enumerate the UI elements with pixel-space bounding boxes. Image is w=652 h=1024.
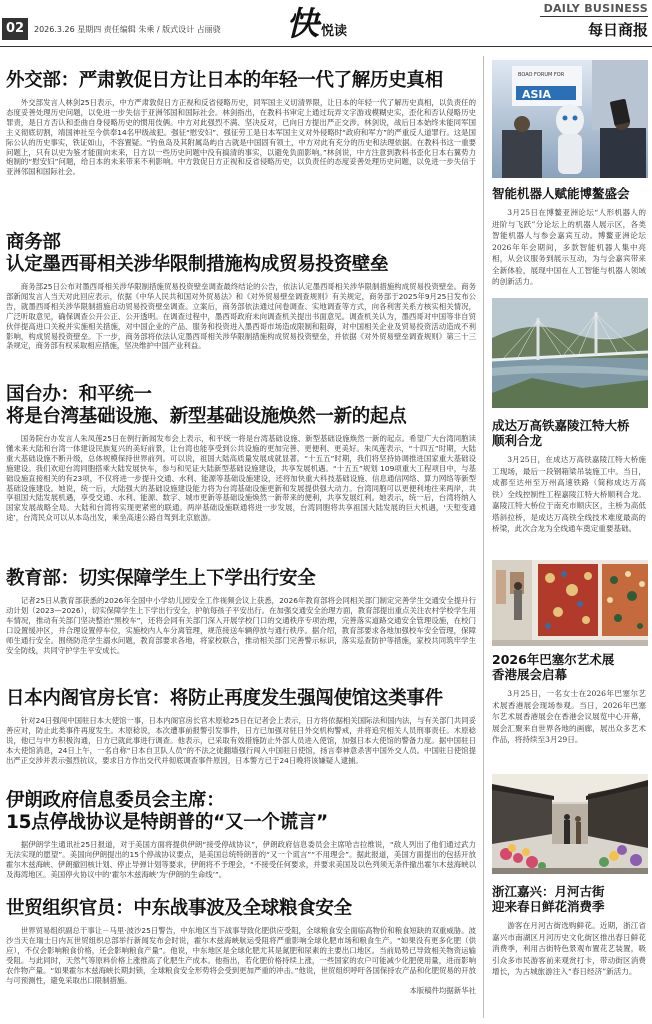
article-iran-ceasefire <box>6 790 476 880</box>
article-wto-food-security <box>6 898 476 996</box>
page-number: 02 <box>2 18 28 40</box>
article-foreign-ministry <box>6 70 476 177</box>
section-title-small: 悦读 <box>321 24 348 39</box>
sidebar-headline-line-1: 浙江嘉兴：月河古街 <box>492 884 605 899</box>
article-body: 据伊朗学生通讯社25日报道，对于美国方面将提供伊朗“接受停战协议”，伊朗政府信息委员会主席哈吉拉维说，“敌人列出了他们通过武力无法实现的愿望”。美国向伊朗提出的15个停战协议要点，是美国总统特朗普的“又一个谎言”“不用理会”。据此报道，美国方面提出的包括开放霍尔木兹海峡、伊朗撤回核计划、停止导弹计划等要求，伊朗将不予理会，“不接受任何要求，并要求美国及以色列须无条件撤出霍尔木兹海峡以及海湾地区。美国停火协议中的‘霍尔木兹海峡’为‘伊朗的生命线’”。 <box>6 840 476 879</box>
article-education-ministry <box>6 568 476 655</box>
section-title-big: 快 <box>286 4 319 43</box>
article-body: 外交部发言人林剑25日表示，中方严肃敦促日方正视和反省侵略历史，同军国主义切清界限，让日本的年轻一代了解历史真相，以负责任的态度妥善处理历史问题，以免进一步失信于亚洲邻国和国际社会。林剑指出，在教科书审定上通过玩弄文字游戏模糊史实，歪化和否认侵略历史罪责，是日方否认和歪曲自身侵略历史的惯用伎俩。中方对此强烈不满、坚决反对，已向日方提出严正交涉。林剑说，战后日本始终未能同军国主义彻底切割，靖国神社至今供奉14名甲级战犯。强征“慰安妇”、强征劳工是日本军国主义对外侵略时“政府和军方”的严重反人道罪行。这是国际公认的历史事实，铁证如山，不容置疑。“钓鱼岛及其附属岛屿自古就是中国固有领土，中方对此有充分的历史和法理依据。在教科书这一重要问题上，只有以史为鉴才能面向未来，日方以一些历史问题中没有搞清的事实，以避免负面影响。”林剑说，中方注意到教科书歪化日本右翼势力炮制的“慰安妇”问题，给日本的未来带来不利影响。中方敦促日方正视和反省侵略历史，以负责任的态度妥善处理历史问题，以免进一步失信于亚洲邻国和国际社会。 <box>6 98 476 177</box>
article-headline-line-2: 将是台湾基础设施、新型基础设施焕然一新的起点 <box>6 406 407 427</box>
sidebar-body: 3月25日在博鳌亚洲论坛“人形机器人的进阶与飞跃”分论坛上的机器人展示区，各类智能机器人与参会嘉宾互动。博鳌亚洲论坛2026年年会期间，多款智能机器人集中亮相，从会议服务到展示互动，为与会嘉宾带来全新体验，展现中国在人工智能与机器人领域的创新活力。 <box>492 208 646 286</box>
article-credit: 本版稿件均据新华社 <box>409 986 476 996</box>
article-body: 记者25日从教育部获悉的2026年全国中小学幼儿园安全工作视频会议上获悉，2026年教育部将会同相关部门制定完善学生交通安全提升行动计划（2023—2026），切实保障学生上下学出行安全，护航每孩子平安出行。在加强交通安全治理方面，教育部提出重点关注农村学校学生用车情况，推动有关部门坚决整治“黑校车”，还将会同有关部门深入开展学校门口的交通秩序专项治理，完善落实道路交通安全管理设施，在校门口设置缓冲区，并合理设置停车位，实施校内人车分离管理，规范接送车辆停放与通行秩序。据介绍，教育部要求各地加强校车安全管理，保障师生通行安全。围绕防范学生溺水问题，教育部要求各地，将家校联合，推动相关部门完善警示标识，落实巡查防护等措施，家校共同筑牢学生安全防线，共同守护学生平安成长。 <box>6 596 476 655</box>
issue-meta: 2026.3.26 星期四 责任编辑 朱乘 / 版式设计 占丽骁 <box>34 25 221 34</box>
sidebar-story-bridge <box>492 418 646 535</box>
article-headline: 教育部：切实保障学生上下学出行安全 <box>6 568 316 589</box>
page-header <box>0 0 652 47</box>
article-headline-line-1: 伊朗政府信息委员会主席： <box>6 790 225 811</box>
article-body: 商务部25日公布对墨西哥相关涉华限制措施贸易投资壁垒调查最终结论的公告，依法认定墨西哥相关涉华限制措施构成贸易投资壁垒。商务部新闻发言人当天对此回应表示，依据《中华人民共和国对外贸易法》和《对外贸易壁垒调查规则》有关规定，商务部于2025年9月25日发布公告，就墨西哥相关涉华限制措施启动贸易投资壁垒调查。立案后，商务部依法通过问卷调查、实地调查等方式，向各利害关系方核实相关情况，广泛听取意见，确保调查公开公正、公开透明。在调查过程中，墨西哥政府未向调查机关提出书面意见。调查机关认为，墨西哥对中国等非自贸伙伴提高进口关税并实施相关措施，对中国企业的产品、服务和投资进入墨西哥市场造成限制和阻碍，对中国相关企业及贸易投资活动造成不利影响，构成贸易投资壁垒。下一步，商务部将依法认定墨西哥相关涉华限制措施构成贸易投资壁垒，并依据《对外贸易壁垒调查规则》第三十三条规定，商务部有权采取相应措施，坚决维护中国产业利益。 <box>6 282 476 351</box>
paper-name-cn: 每日商报 <box>587 21 648 39</box>
article-body: 国务院台办发言人朱凤莲25日在例行新闻发布会上表示，和平统一将是台湾基础设施、新型基础设施焕然一新的起点。希望广大台湾同胞读懂未来大陆和台湾一体建设民族复兴的美好前景，让台湾也能享受到公共设施的更加完善、更便利、更美好。朱凤莲表示，“十四五”时期，大陆重大基础设施不断升级，总体规模保持世界前列。可以说，祖国大陆高质量发展成就显著。“十五五”时期，我们将坚持协调推进国家重大基础设施建设。我们欢迎台湾同胞搭乘大陆发展快车，参与和见证大陆新型基础设施建设，共享发展机遇。“十五五”规划 109项重大工程项目中，与基础设施直接相关的有23项，不仅将进一步提升交通、水利、能源等基础设施建设，还将加快重大科技基础设施、信息通信网络、算力网络等新型基础设施建设。她说，统一后，大陆强大的基础设施建设能力将为台湾基础设施更新和发展提供强大动力。台湾同胞可以更便利地往来两岸，共享祖国大陆发展机遇，享受交通、水利、能源、数字、城市更新等基础设施焕然一新带来的便利，共享发展红利。她表示，统一后，台湾将纳入国家发展战略全局。大陆和台湾将实现更紧密的联通。两岸基础设施联通将进一步发展，台湾同胞将共享祖国大陆发展的巨大机遇，‘天堑变通途’，台湾民众可以从本岛出发，乘坐高速公路自驾到北京旅游。 <box>6 434 476 523</box>
photo-bridge <box>492 298 648 408</box>
column-divider <box>483 56 484 1018</box>
article-commerce-ministry <box>6 232 476 351</box>
article-headline: 日本内阁官房长官：将防止再度发生强闯使馆这类事件 <box>6 688 443 709</box>
masthead-rule <box>540 16 648 17</box>
sidebar-body: 3月25日，在成达万高铁嘉陵江特大桥施工现场，最后一段钢箱梁吊装施工中。当日，成都至达州至万州高速铁路（简称成达万高铁）全线控制性工程嘉陵江特大桥顺利合龙。嘉陵江特大桥位于南充市顺庆区，主桥为高低塔斜拉桥，是成达万高铁全线技术难度最高的桥梁，此次合龙为全线通车奠定重要基础。 <box>492 455 646 533</box>
sidebar-story-art-basel <box>492 652 646 746</box>
sidebar-body: 游客在月河古街选购鲜花。近期，浙江省嘉兴市南湖区月河历史文化街区推出春日鲜花消费季，利用古街特色景观布置花艺装置，吸引众多市民游客前来观赏打卡，带动街区消费增长，为古城旅游注入“春日经济”新活力。 <box>492 921 646 976</box>
sidebar-headline-line-2: 香港展会启幕 <box>492 667 568 682</box>
photo-art-basel <box>492 560 648 646</box>
article-japan-cabinet <box>6 688 476 766</box>
article-body: 针对24日强闯中国驻日本大使馆一事，日本内阁官房长官木原稔25日在记者会上表示，日方将依据相关国际法和国内法，与有关部门共同妥善应对，防止此类事件再度发生。木原稔说，本次遭事前报警引发事件，日方已加强对驻日外交机构警戒，并将追究相关人员刑事责任。木原稔说，他已与中方积极沟通，日方已就此事进行调查。他表示，已采取有效措施防止外部人员进入使馆，加强日本大使馆的警备力度。据中国驻日本大使馆消息，24日上午，一名自称“日本自卫队人员”的不法之徒翻墙强行闯入中国驻日使馆，扬言奉神意杀害中国外交人员。中国驻日使馆提出严正交涉并表示强烈抗议，要求日方作出交代并彻底调查事件原因，日本警方已于24日晚将该嫌疑人逮捕。 <box>6 716 476 765</box>
photo-boao-robots <box>492 60 648 178</box>
sidebar-headline-line-1: 2026年巴塞尔艺术展 <box>492 652 615 667</box>
sidebar-headline-line-2: 顺利合龙 <box>492 433 543 448</box>
banner-text-asia: ASIA <box>522 88 552 101</box>
sidebar-body: 3月25日，一名女士在2026年巴塞尔艺术展香港展会现场参观。当日，2026年巴塞尔艺术展香港展会在香港会议展览中心开幕，展会汇聚来自世界各地的画廊，展出众多艺术作品，将持续至3月29日。 <box>492 689 646 744</box>
photo-yuehe-street <box>492 774 648 874</box>
sidebar-story-boao <box>492 186 646 288</box>
article-headline-line-2: 认定墨西哥相关涉华限制措施构成贸易投资壁垒 <box>6 254 389 275</box>
sidebar-headline-line-1: 成达万高铁嘉陵江特大桥 <box>492 418 630 433</box>
article-taiwan-affairs <box>6 384 476 523</box>
main-column <box>0 60 480 1024</box>
article-headline-line-1: 商务部 <box>6 232 61 253</box>
article-headline: 世贸组织官员：中东战事波及全球粮食安全 <box>6 898 352 919</box>
sidebar-headline: 智能机器人赋能博鳌盛会 <box>492 186 630 201</box>
article-body: 世界贸易组织副总干事让－马里·波沙25日警告，中东地区当下战事导致化肥供应受阻，全球粮食安全面临高物价和粮食短缺的双重威胁。波沙当天在瑞士日内瓦世贸组织总部举行新闻发布会时说，霍尔木兹海峡航运受阻将严重影响全球化肥市场和粮食生产。“如果没有更多化肥（供应），不仅会影响粮食价格，还会影响粮食产量”。他说，中东地区是全球化肥尤其是氮肥和尿素的主要出口地区。当前局势已导致相关物资运输受阻。与此同时，天然气等原料价格上涨推高了化肥生产成本。他指出，若化肥价格持续上涨，一些国家的农户可能减少化肥使用量，进而影响农作物产量。“如果霍尔木兹海峡长期封锁，全球粮食安全形势将会受到更加严重的冲击。”他说，世贸组织呼吁各国保持农产品和化肥贸易的开放与可预测性，避免采取出口限制措施。 <box>6 926 476 985</box>
article-headline: 外交部：严肃敦促日方让日本的年轻一代了解历史真相 <box>6 70 443 91</box>
paper-name-en: DAILY BUSINESS <box>543 2 648 15</box>
sidebar-story-yuehe <box>492 884 646 978</box>
sidebar-headline-line-2: 迎来春日鲜花消费季 <box>492 899 605 914</box>
article-headline-line-1: 国台办：和平统一 <box>6 384 152 405</box>
article-headline-line-2: 15点停战协议是特朗普的“又一个谎言” <box>6 812 328 833</box>
banner-text-small: BOAO FORUM FOR <box>518 72 565 78</box>
